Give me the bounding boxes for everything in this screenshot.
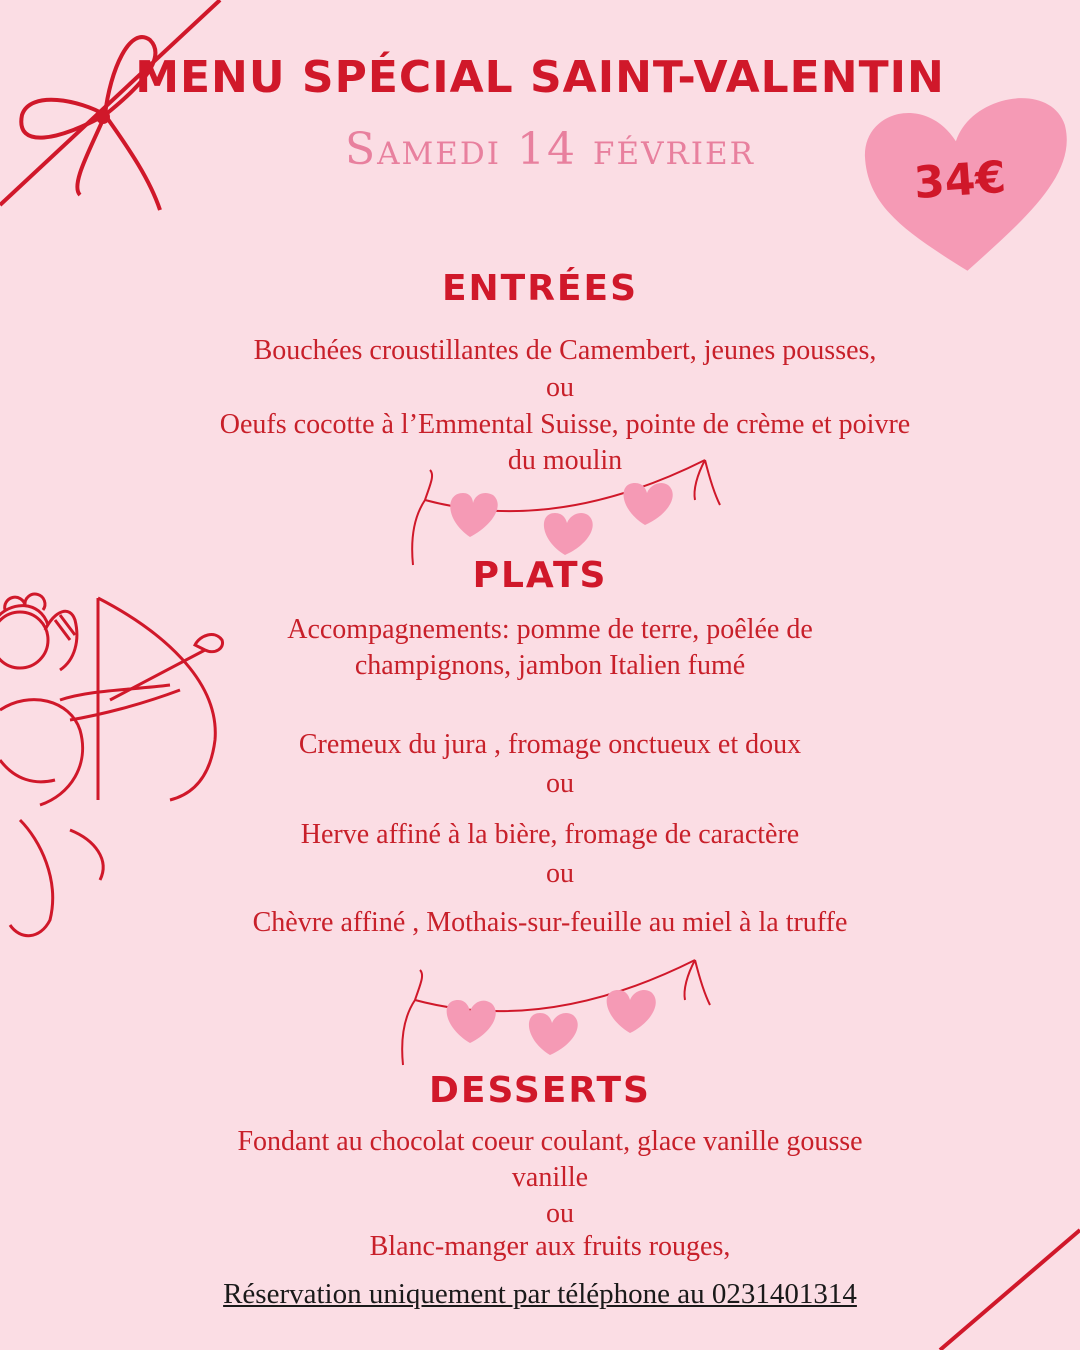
entree-or: ou [546, 372, 574, 403]
plats-accompaniments-line2: champignons, jambon Italien fumé [354, 650, 746, 681]
entree-option-2-line1: Oeufs cocotte à l’Emmental Suisse, pointe de crème et poivre [219, 409, 911, 440]
entrees-heading: ENTRÉES [441, 268, 639, 309]
dessert-option-2: Blanc-manger aux fruits rouges, [369, 1231, 731, 1262]
plats-or-1: ou [546, 768, 574, 799]
plats-option-2: Herve affiné à la bière, fromage de caractère [300, 819, 800, 850]
plats-heading: PLATS [472, 555, 608, 596]
dessert-or: ou [546, 1198, 574, 1229]
price-label: 34€ [912, 151, 1008, 210]
reservation-phone: Réservation uniquement par téléphone au 0231401314 [223, 1278, 857, 1310]
menu-date: Samedi 14 février [344, 124, 756, 175]
menu-title: MENU SPÉCIAL SAINT-VALENTIN [135, 52, 945, 103]
entree-option-2-line2: du moulin [507, 445, 623, 476]
cupid-illustration [0, 590, 240, 950]
heart-garland-decoration-2 [395, 955, 715, 1065]
plats-accompaniments-line1: Accompagnements: pomme de terre, poêlée de [287, 614, 813, 645]
plats-option-1: Cremeux du jura , fromage onctueux et doux [298, 729, 802, 760]
dessert-option-1-line2: vanille [511, 1162, 589, 1193]
entree-option-1: Bouchées croustillantes de Camembert, jeunes pousses, [253, 335, 877, 366]
plats-option-3: Chèvre affiné , Mothais-sur-feuille au miel à la truffe [252, 907, 848, 938]
plats-or-2: ou [546, 858, 574, 889]
heart-garland-decoration [405, 455, 725, 565]
ribbon-bow-decoration [0, 0, 230, 220]
dessert-option-1-line1: Fondant au chocolat coeur coulant, glace vanille gousse [237, 1126, 863, 1157]
desserts-heading: DESSERTS [429, 1070, 651, 1111]
